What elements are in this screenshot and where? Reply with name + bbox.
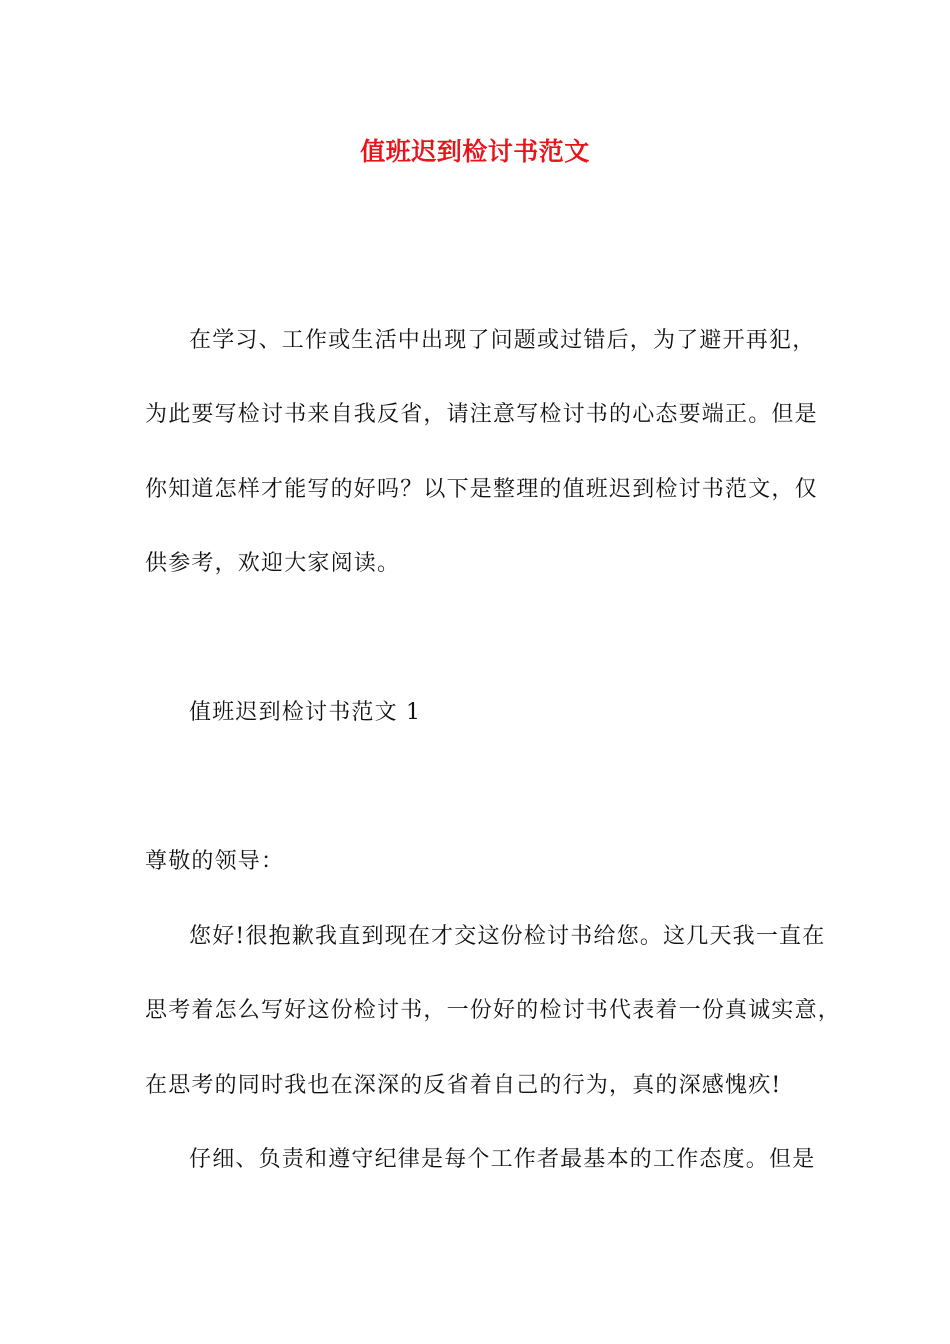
- body-line-3: 在思考的同时我也在深深的反省着自己的行为，真的深感愧疚!: [145, 1073, 782, 1098]
- intro-line-1: 在学习、工作或生活中出现了问题或过错后，为了避开再犯，: [189, 328, 816, 353]
- intro-line-3: 你知道怎样才能写的好吗？以下是整理的值班迟到检讨书范文，仅: [145, 477, 818, 502]
- intro-line-2: 为此要写检讨书来自我反省，请注意写检讨书的心态要端正。但是: [145, 402, 818, 427]
- body-line-2: 思考着怎么写好这份检讨书，一份好的检讨书代表着一份真诚实意，: [145, 998, 842, 1023]
- section-heading: 值班迟到检讨书范文 1: [189, 700, 422, 725]
- body-line-1: 您好!很抱歉我直到现在才交这份检讨书给您。这几天我一直在: [189, 924, 826, 949]
- body-line-4: 仔细、负责和遵守纪律是每个工作者最基本的工作态度。但是: [189, 1147, 816, 1172]
- intro-line-4: 供参考，欢迎大家阅读。: [145, 551, 401, 576]
- salutation: 尊敬的领导：: [145, 849, 285, 874]
- document-title: 值班迟到检讨书范文: [360, 137, 590, 166]
